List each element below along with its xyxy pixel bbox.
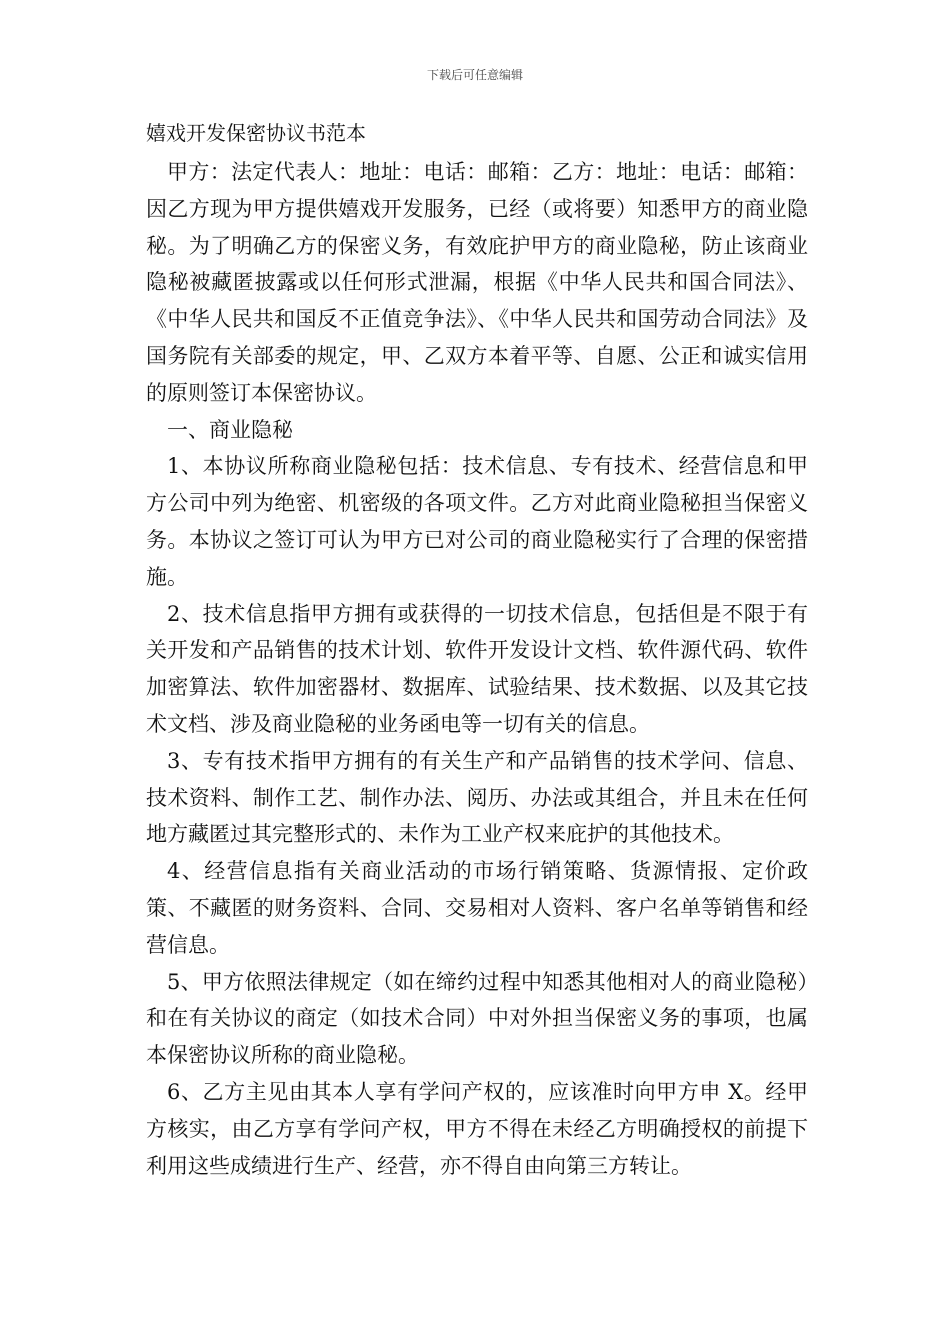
paragraph-clause-6: 6、乙方主见由其本人享有学问产权的，应该准时向甲方申 X。经甲方核实，由乙方享有学问产权，甲方不得在未经乙方明确授权的前提下利用这些成绩进行生产、经营，亦不得自由向第三方转让。	[146, 1079, 808, 1178]
paragraph-clause-5: 5、甲方依照法律规定（如在缔约过程中知悉其他相对人的商业隐秘）和在有关协议的商定（如技术合同）中对外担当保密义务的事项，也属本保密协议所称的商业隐秘。	[146, 969, 808, 1068]
paragraph-clause-2: 2、技术信息指甲方拥有或获得的一切技术信息，包括但是不限于有关开发和产品销售的技术计划、软件开发设计文档、软件源代码、软件加密算法、软件加密器材、数据库、试验结果、技术数据、以及其它技术文档、涉及商业隐秘的业务函电等一切有关的信息。	[146, 601, 808, 736]
paragraph-intro: 甲方：法定代表人：地址：电话：邮箱：乙方：地址：电话：邮箱：因乙方现为甲方提供嬉戏开发服务，已经（或将要）知悉甲方的商业隐秘。为了明确乙方的保密义务，有效庇护甲方的商业隐秘，防止该商业隐秘被藏匿披露或以任何形式泄漏，根据《中华人民共和国合同法》、《中华人民共和国反不正值竞争法》、《中华人民共和国劳动合同法》及国务院有关部委的规定，甲、乙双方本着平等、自愿、公正和诚实信用的原则签订本保密协议。	[146, 160, 808, 405]
paragraph-clause-1: 1、本协议所称商业隐秘包括：技术信息、专有技术、经营信息和甲方公司中列为绝密、机密级的各项文件。乙方对此商业隐秘担当保密义务。本协议之签订可认为甲方已对公司的商业隐秘实行了合理的保密措施。	[146, 454, 808, 589]
document-body	[146, 154, 808, 1184]
document-title: 嬉戏开发保密协议书范本	[146, 121, 366, 145]
paragraph-clause-4: 4、经营信息指有关商业活动的市场行销策略、货源情报、定价政策、不藏匿的财务资料、合同、交易相对人资料、客户名单等销售和经营信息。	[146, 859, 808, 957]
paragraph-clause-3: 3、专有技术指甲方拥有的有关生产和产品销售的技术学问、信息、技术资料、制作工艺、制作办法、阅历、办法或其组合，并且未在任何地方藏匿过其完整形式的、未作为工业产权来庇护的其他技术。	[146, 748, 808, 847]
page-header: 下载后可任意编辑	[426, 68, 523, 82]
section-heading: 一、商业隐秘	[167, 417, 293, 442]
